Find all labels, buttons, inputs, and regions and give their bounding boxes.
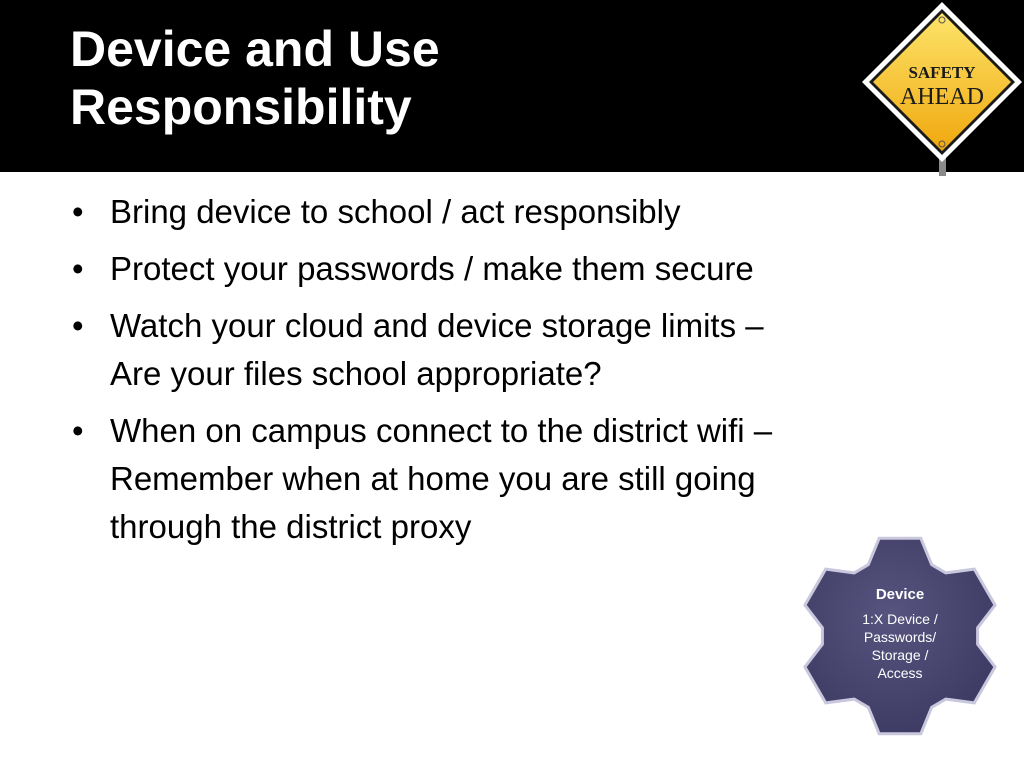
bullet-marker: • — [72, 193, 84, 230]
slide-title: Device and Use Responsibility — [70, 21, 440, 135]
sign-line-1: SAFETY — [908, 63, 976, 82]
bullet-marker: • — [72, 307, 84, 344]
sign-line-2: AHEAD — [900, 84, 984, 110]
bullet-list — [72, 188, 932, 560]
bullet-marker: • — [72, 250, 84, 287]
bullet-text: Watch your cloud and device storage limits – Are your files school appropriate? — [110, 307, 764, 392]
gear-label — [845, 585, 955, 682]
bullet-item — [72, 188, 932, 236]
gear-body: 1:X Device / Passwords/ Storage / Access — [862, 611, 938, 681]
bullet-text: When on campus connect to the district wifi – Remember when at home you are still going through the district proxy — [110, 412, 773, 545]
bullet-text: Bring device to school / act responsibly — [110, 193, 681, 230]
bullet-text: Protect your passwords / make them secure — [110, 250, 754, 287]
bullet-item — [72, 245, 932, 293]
bullet-item — [72, 302, 932, 398]
safety-ahead-sign-icon — [858, 0, 1024, 176]
bullet-marker: • — [72, 412, 84, 449]
gear-title: Device — [875, 586, 925, 603]
